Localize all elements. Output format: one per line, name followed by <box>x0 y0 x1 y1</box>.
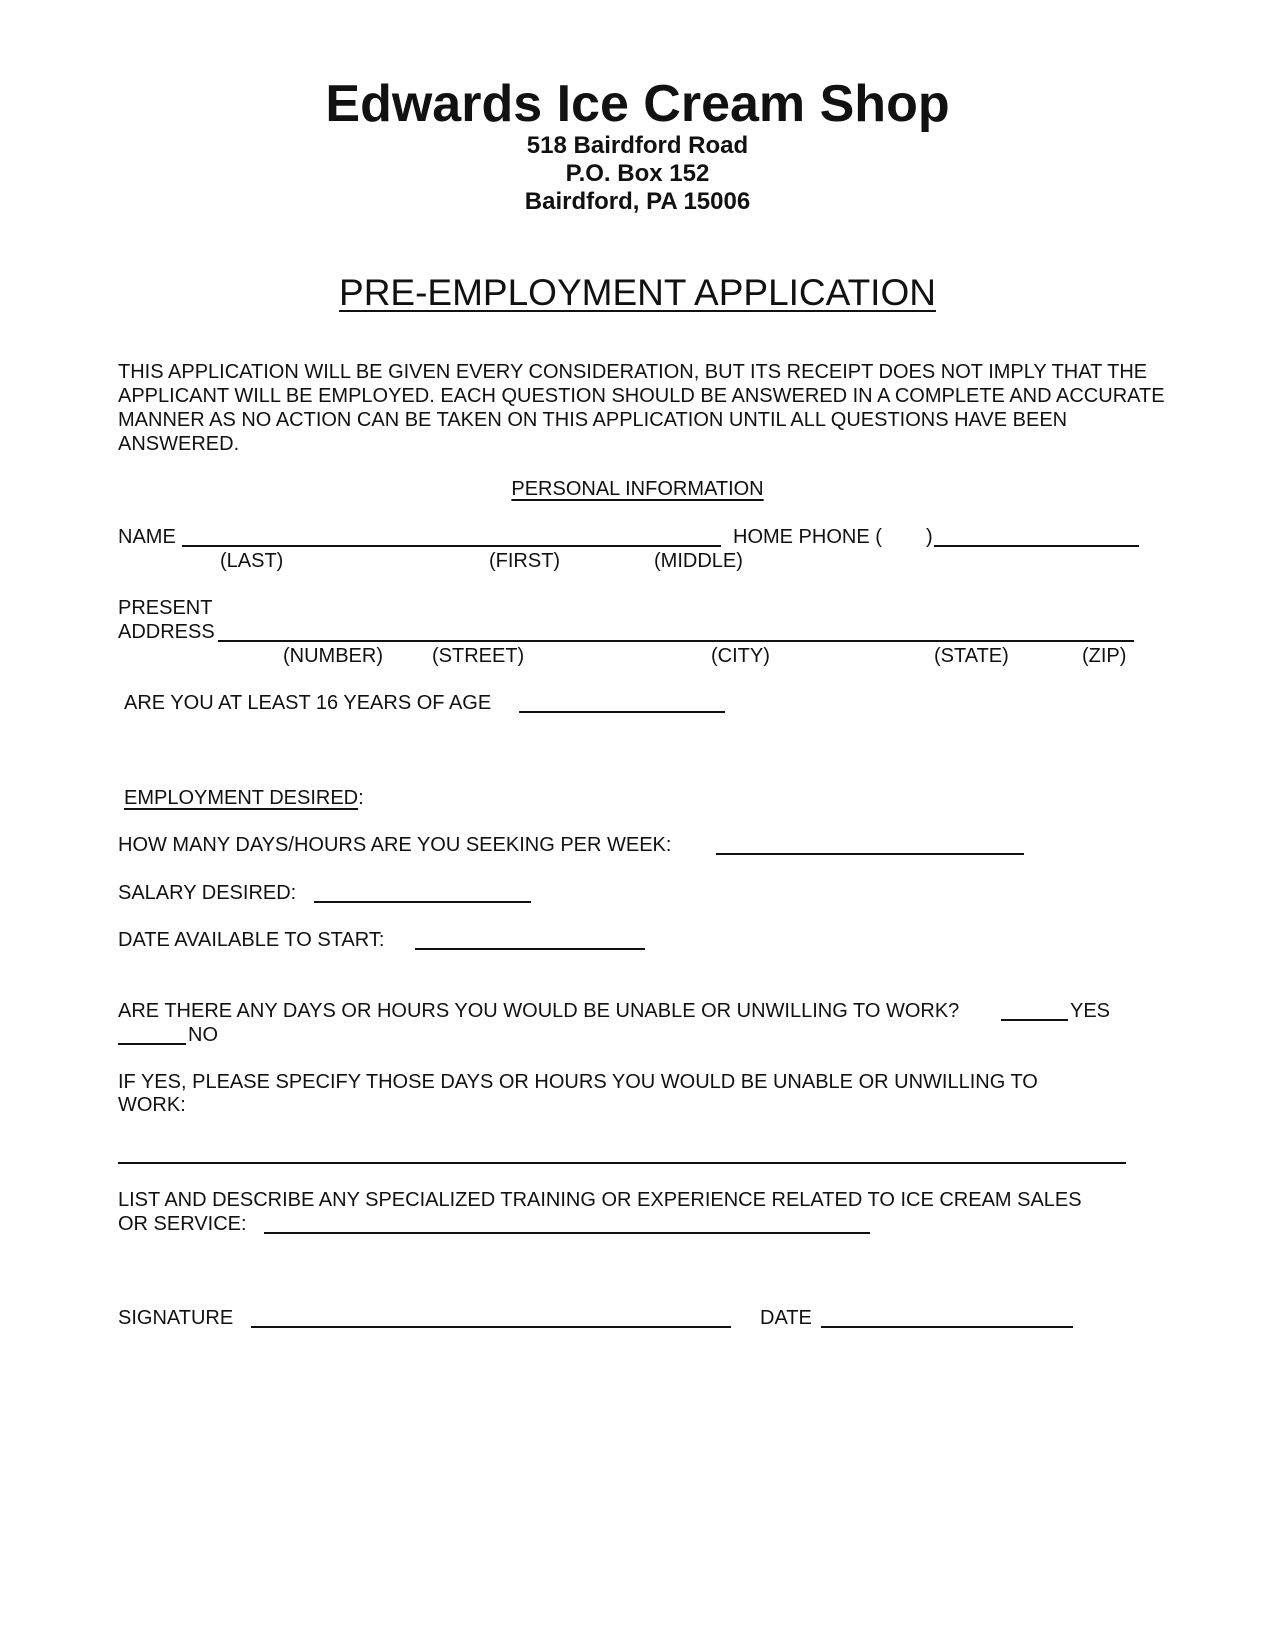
start-date-label: DATE AVAILABLE TO START: <box>118 929 385 951</box>
name-first-caption: (FIRST) <box>489 550 561 572</box>
intro-paragraph: THIS APPLICATION WILL BE GIVEN EVERY CONSIDERATION, BUT ITS RECEIPT DOES NOT IMPLY THAT THE APPLICANT WILL BE EMPLOYED. EACH QUESTION SHOULD BE ANSWERED IN A COMPLETE AND ACCURATE MANNER AS NO ACTION CAN BE TAKEN ON THIS APPLICATION UNTIL ALL QUESTIONS HAVE BEEN ANSWERED. <box>118 361 1165 455</box>
address-line-2: P.O. Box 152 <box>565 160 710 187</box>
addr-number-caption: (NUMBER) <box>283 645 383 667</box>
salary-field[interactable] <box>314 901 531 903</box>
specify-question-line2: WORK: <box>118 1094 186 1116</box>
unable-question: ARE THERE ANY DAYS OR HOURS YOU WOULD BE UNABLE OR UNWILLING TO WORK? <box>118 1000 960 1022</box>
name-last-caption: (LAST) <box>220 550 284 572</box>
addr-state-caption: (STATE) <box>934 645 1009 667</box>
age-field[interactable] <box>519 711 725 713</box>
address-line-3: Bairdford, PA 15006 <box>524 188 751 215</box>
hours-field[interactable] <box>716 853 1024 855</box>
name-field[interactable] <box>182 545 721 547</box>
signature-label: SIGNATURE <box>118 1307 234 1329</box>
employment-heading: EMPLOYMENT DESIRED: <box>124 787 364 809</box>
hours-question: HOW MANY DAYS/HOURS ARE YOU SEEKING PER WEEK: <box>118 834 672 856</box>
address-field[interactable] <box>218 640 1134 642</box>
date-field[interactable] <box>821 1326 1073 1328</box>
date-label: DATE <box>760 1307 812 1329</box>
home-phone-field[interactable] <box>934 545 1139 547</box>
yes-label: YES <box>1070 1000 1111 1022</box>
home-phone-label: HOME PHONE ( <box>733 526 882 548</box>
yes-field[interactable] <box>1001 1019 1068 1021</box>
training-question-line1: LIST AND DESCRIBE ANY SPECIALIZED TRAINING OR EXPERIENCE RELATED TO ICE CREAM SALES <box>118 1189 1082 1211</box>
age-question: ARE YOU AT LEAST 16 YEARS OF AGE <box>124 692 492 714</box>
start-date-field[interactable] <box>415 948 645 950</box>
addr-zip-caption: (ZIP) <box>1082 645 1127 667</box>
training-field[interactable] <box>264 1232 870 1234</box>
address-label-address: ADDRESS <box>118 621 215 643</box>
specify-question-line1: IF YES, PLEASE SPECIFY THOSE DAYS OR HOURS YOU WOULD BE UNABLE OR UNWILLING TO <box>118 1071 1038 1093</box>
name-label: NAME <box>118 526 176 548</box>
address-label-present: PRESENT <box>118 597 213 619</box>
form-title: PRE-EMPLOYMENT APPLICATION <box>339 272 936 313</box>
personal-info-heading: PERSONAL INFORMATION <box>511 478 764 500</box>
training-question-line2: OR SERVICE: <box>118 1213 247 1235</box>
no-label: NO <box>188 1024 218 1046</box>
salary-label: SALARY DESIRED: <box>118 882 297 904</box>
home-phone-paren: ) <box>926 526 933 548</box>
shop-name: Edwards Ice Cream Shop <box>325 75 950 133</box>
addr-street-caption: (STREET) <box>432 645 525 667</box>
signature-field[interactable] <box>251 1326 731 1328</box>
specify-field[interactable] <box>118 1162 1126 1164</box>
addr-city-caption: (CITY) <box>711 645 770 667</box>
name-middle-caption: (MIDDLE) <box>654 550 743 572</box>
no-field[interactable] <box>118 1043 186 1045</box>
address-line-1: 518 Bairdford Road <box>526 132 749 159</box>
